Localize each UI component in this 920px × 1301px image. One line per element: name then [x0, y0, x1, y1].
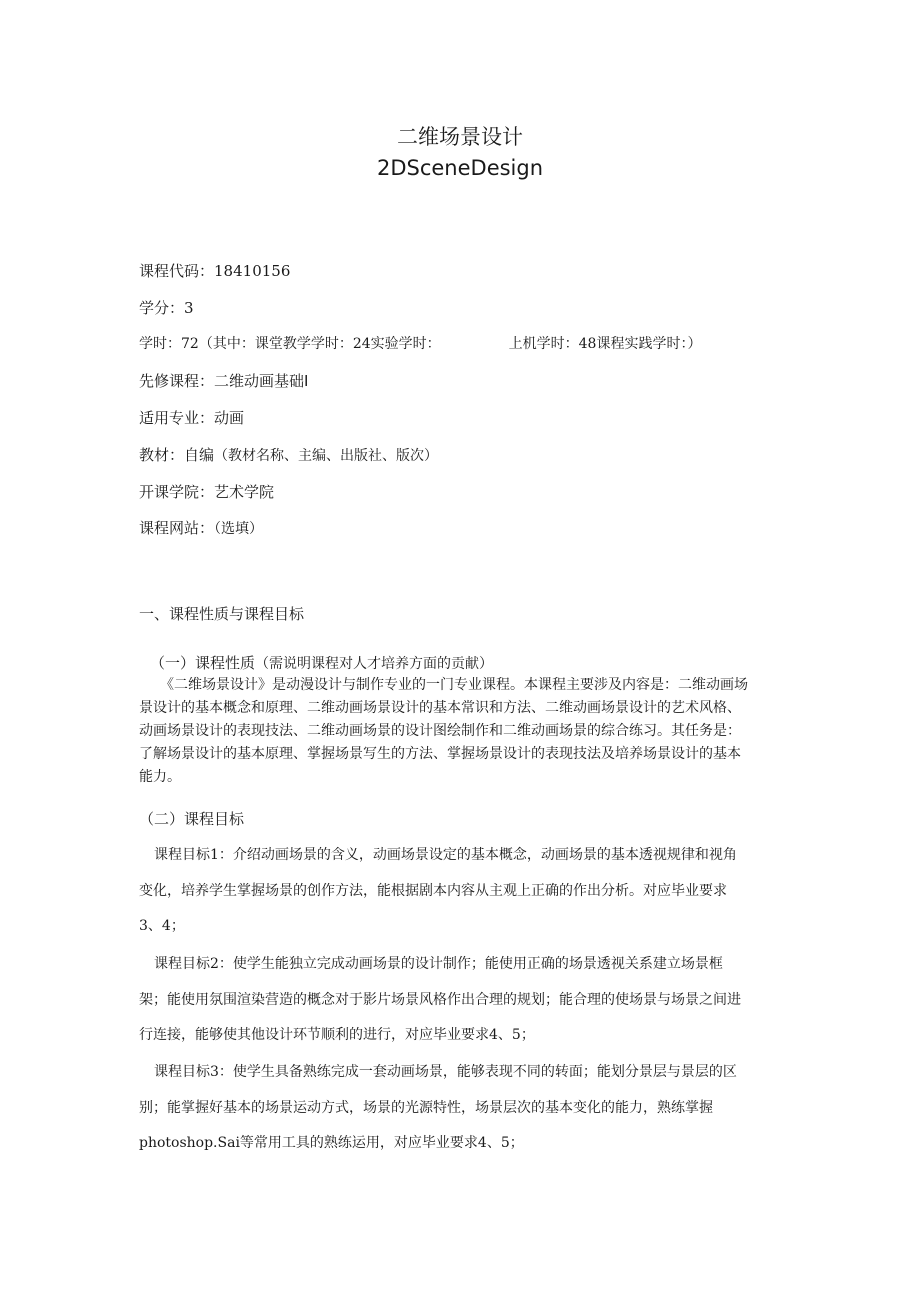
goal-line: photoshop.Sai等常用工具的熟练运用，对应毕业要求4、5；: [139, 1135, 524, 1151]
nature-note: （需说明课程对人才培养方面的贡献）: [255, 656, 494, 672]
course-website: [139, 517, 263, 538]
course-title-en: 2DSceneDesign: [376, 156, 544, 180]
major-label: 适用专业：: [139, 409, 215, 427]
nature-paragraph: [139, 674, 815, 789]
course-title-cn: 二维场景设计: [397, 125, 523, 149]
hours-part2: 上机学时：48课程实践学时：）: [508, 336, 702, 352]
goal-line: 课程目标3：使学生具备熟练完成一套动画场景，能够表现不同的转面；能划分景层与景层的区: [154, 1064, 737, 1080]
nature-line: 能力。: [139, 769, 181, 785]
textbook-note: （教材名称、主编、出版社、版次）: [214, 448, 439, 464]
course-hours: [139, 333, 701, 353]
prereq-value: 二维动画基础Ⅰ: [214, 372, 309, 390]
nature-line: 动画场景设计的表现技法、二维动画场景的设计图绘制作和二维动画场景的综合练习。其任务是：: [139, 723, 741, 739]
course-code-value: 18410156: [214, 262, 291, 280]
course-major: [139, 407, 244, 428]
prereq-label: 先修课程：: [139, 372, 215, 390]
website-label: 课程网站：: [139, 519, 215, 537]
goals-heading: （二）课程目标: [139, 810, 245, 828]
college-label: 开课学院：: [139, 483, 215, 501]
college-value: 艺术学院: [214, 483, 275, 501]
course-prereq: [139, 370, 308, 391]
course-college: [139, 481, 274, 502]
credit-label: 学分：: [139, 299, 185, 317]
textbook-label: 教材：: [139, 446, 185, 464]
section1-heading: 一、课程性质与课程目标: [139, 605, 305, 623]
hours-part1: 学时：72（其中：课堂教学学时：24实验学时：: [139, 336, 441, 352]
goal-line: 行连接，能够使其他设计环节顺利的进行，对应毕业要求4、5；: [139, 1027, 535, 1043]
nature-line: 景设计的基本概念和原理、二维动画场景设计的基本常识和方法、二维动画场景设计的艺术风格、: [139, 700, 741, 716]
nature-line: 《二维场景设计》是动漫设计与制作专业的一门专业课程。本课程主要涉及内容是：二维动画场: [160, 677, 748, 693]
course-credit: [139, 297, 194, 318]
course-code-label: 课程代码：: [139, 262, 215, 280]
goal-line: 变化，培养学生掌握场景的创作方法，能根据剧本内容从主观上正确的作出分析。对应毕业要求: [139, 882, 727, 899]
course-code: [139, 260, 290, 281]
goal-line: 架；能使用氛围渲染营造的概念对于影片场景风格作出合理的规划；能合理的使场景与场景之间进: [139, 991, 741, 1008]
course-textbook: [139, 444, 438, 465]
credit-value: 3: [184, 299, 194, 317]
nature-heading: （一）课程性质: [150, 654, 256, 672]
website-value: （选填）: [214, 521, 264, 537]
textbook-value: 自编: [184, 446, 215, 464]
nature-heading-row: [150, 652, 493, 673]
major-value: 动画: [214, 409, 245, 427]
nature-line: 了解场景设计的基本原理、掌握场景写生的方法、掌握场景设计的表现技法及培养场景设计的基本: [139, 746, 741, 762]
goal-line: 3、4；: [139, 918, 185, 934]
goal-line: 别；能掌握好基本的场景运动方式，场景的光源特性，场景层次的基本变化的能力，熟练掌握: [139, 1099, 713, 1116]
goal-2: [139, 947, 815, 1054]
goal-line: 课程目标1：介绍动画场景的含义，动画场景设定的基本概念，动画场景的基本透视规律和视角: [154, 847, 737, 863]
goal-3: [139, 1055, 815, 1162]
goal-1: [139, 838, 815, 945]
goal-line: 课程目标2：使学生能独立完成动画场景的设计制作；能使用正确的场景透视关系建立场景框: [154, 956, 723, 972]
